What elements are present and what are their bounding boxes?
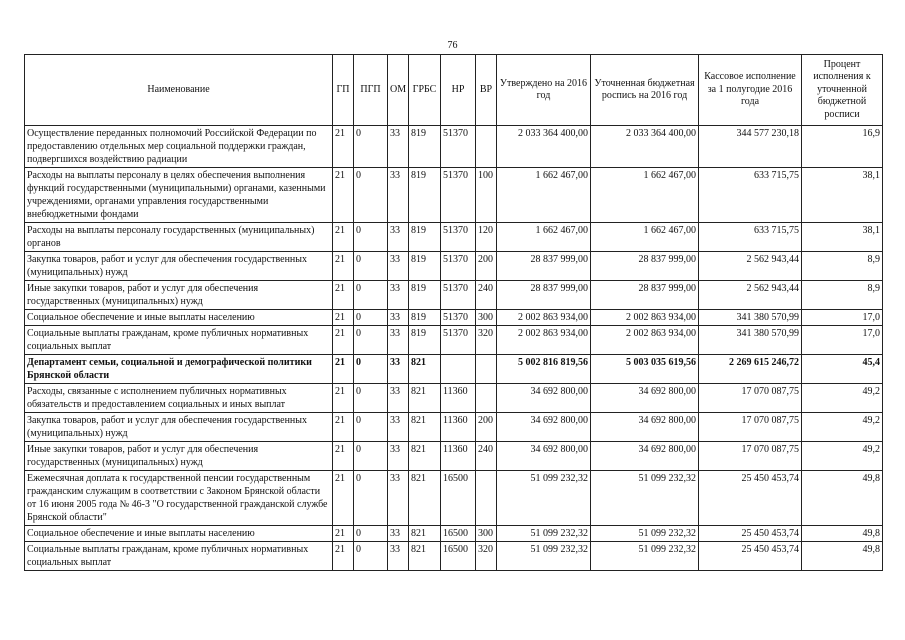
cell-name: Закупка товаров, работ и услуг для обеспечения государственных (муниципальных) нужд: [25, 413, 333, 442]
cell-name: Иные закупки товаров, работ и услуг для обеспечения государственных (муниципальных) нужд: [25, 442, 333, 471]
cell-pgp: 0: [354, 442, 388, 471]
header-vr: ВР: [476, 55, 497, 126]
cell-np: 51370: [441, 281, 476, 310]
cell-pgp: 0: [354, 126, 388, 168]
cell-refined: 34 692 800,00: [591, 413, 699, 442]
cell-om: 33: [388, 310, 409, 326]
table-row: [25, 223, 883, 252]
cell-name: Социальное обеспечение и иные выплаты населению: [25, 526, 333, 542]
cell-approved: 5 002 816 819,56: [497, 355, 591, 384]
cell-om: 33: [388, 442, 409, 471]
cell-approved: 1 662 467,00: [497, 223, 591, 252]
header-gp: ГП: [333, 55, 354, 126]
cell-cash: 25 450 453,74: [699, 526, 802, 542]
cell-approved: 34 692 800,00: [497, 442, 591, 471]
header-om: ОМ: [388, 55, 409, 126]
cell-pgp: 0: [354, 542, 388, 571]
cell-pgp: 0: [354, 252, 388, 281]
cell-gp: 21: [333, 281, 354, 310]
cell-approved: 51 099 232,32: [497, 471, 591, 526]
cell-vr: 320: [476, 542, 497, 571]
cell-gp: 21: [333, 413, 354, 442]
cell-gp: 21: [333, 223, 354, 252]
cell-grbs: 819: [409, 326, 441, 355]
cell-cash: 2 562 943,44: [699, 252, 802, 281]
cell-np: 16500: [441, 542, 476, 571]
cell-name: Расходы на выплаты персоналу в целях обеспечения выполнения функций государственными (муниципальными) органами, казенными учреждениями, органами управления государственными внебюджетными фондами: [25, 168, 333, 223]
cell-np: 11360: [441, 384, 476, 413]
cell-pgp: 0: [354, 471, 388, 526]
cell-om: 33: [388, 542, 409, 571]
cell-cash: 25 450 453,74: [699, 542, 802, 571]
cell-cash: 17 070 087,75: [699, 413, 802, 442]
cell-name: Социальные выплаты гражданам, кроме публичных нормативных социальных выплат: [25, 542, 333, 571]
cell-grbs: 821: [409, 442, 441, 471]
cell-np: 11360: [441, 442, 476, 471]
cell-om: 33: [388, 413, 409, 442]
budget-execution-table: [24, 54, 883, 571]
cell-refined: 51 099 232,32: [591, 542, 699, 571]
cell-refined: 51 099 232,32: [591, 526, 699, 542]
cell-percent: 38,1: [802, 168, 883, 223]
header-grbs: ГРБС: [409, 55, 441, 126]
cell-np: 51370: [441, 252, 476, 281]
table-row: [25, 384, 883, 413]
cell-np: 51370: [441, 310, 476, 326]
cell-refined: 1 662 467,00: [591, 223, 699, 252]
cell-om: 33: [388, 326, 409, 355]
cell-refined: 34 692 800,00: [591, 442, 699, 471]
header-pgp: ПГП: [354, 55, 388, 126]
table-row: [25, 542, 883, 571]
page-number: 76: [447, 40, 458, 51]
cell-np: 51370: [441, 168, 476, 223]
cell-approved: 51 099 232,32: [497, 542, 591, 571]
cell-vr: [476, 355, 497, 384]
cell-vr: 300: [476, 526, 497, 542]
cell-gp: 21: [333, 326, 354, 355]
table-row: [25, 442, 883, 471]
cell-percent: 17,0: [802, 326, 883, 355]
cell-cash: 633 715,75: [699, 223, 802, 252]
cell-grbs: 819: [409, 126, 441, 168]
table-row: [25, 310, 883, 326]
cell-vr: 120: [476, 223, 497, 252]
cell-cash: 344 577 230,18: [699, 126, 802, 168]
cell-grbs: 819: [409, 310, 441, 326]
header-name: Наименование: [25, 55, 333, 126]
cell-gp: 21: [333, 252, 354, 281]
cell-percent: 45,4: [802, 355, 883, 384]
cell-name: Иные закупки товаров, работ и услуг для обеспечения государственных (муниципальных) нужд: [25, 281, 333, 310]
cell-om: 33: [388, 126, 409, 168]
cell-vr: 320: [476, 326, 497, 355]
cell-vr: 300: [476, 310, 497, 326]
cell-percent: 49,2: [802, 413, 883, 442]
cell-refined: 28 837 999,00: [591, 281, 699, 310]
cell-name: Закупка товаров, работ и услуг для обеспечения государственных (муниципальных) нужд: [25, 252, 333, 281]
cell-gp: 21: [333, 526, 354, 542]
cell-cash: 25 450 453,74: [699, 471, 802, 526]
cell-vr: 100: [476, 168, 497, 223]
cell-vr: [476, 384, 497, 413]
cell-om: 33: [388, 281, 409, 310]
table-row: [25, 126, 883, 168]
cell-percent: 49,2: [802, 384, 883, 413]
cell-om: 33: [388, 384, 409, 413]
cell-np: 16500: [441, 471, 476, 526]
cell-grbs: 819: [409, 252, 441, 281]
cell-refined: 1 662 467,00: [591, 168, 699, 223]
cell-refined: 34 692 800,00: [591, 384, 699, 413]
cell-cash: 2 269 615 246,72: [699, 355, 802, 384]
cell-gp: 21: [333, 126, 354, 168]
cell-cash: 17 070 087,75: [699, 384, 802, 413]
cell-np: [441, 355, 476, 384]
table-row: [25, 168, 883, 223]
cell-approved: 2 002 863 934,00: [497, 326, 591, 355]
cell-np: 11360: [441, 413, 476, 442]
cell-refined: 5 003 035 619,56: [591, 355, 699, 384]
cell-grbs: 819: [409, 168, 441, 223]
cell-np: 51370: [441, 326, 476, 355]
cell-np: 51370: [441, 223, 476, 252]
cell-vr: 240: [476, 281, 497, 310]
cell-pgp: 0: [354, 384, 388, 413]
cell-name: Расходы на выплаты персоналу государственных (муниципальных) органов: [25, 223, 333, 252]
cell-vr: [476, 471, 497, 526]
header-cash: Кассовое исполнение за 1 полугодие 2016 года: [699, 55, 802, 126]
cell-np: 51370: [441, 126, 476, 168]
cell-approved: 51 099 232,32: [497, 526, 591, 542]
cell-gp: 21: [333, 542, 354, 571]
table-row: [25, 413, 883, 442]
cell-refined: 28 837 999,00: [591, 252, 699, 281]
cell-om: 33: [388, 168, 409, 223]
cell-gp: 21: [333, 168, 354, 223]
cell-grbs: 819: [409, 223, 441, 252]
cell-pgp: 0: [354, 168, 388, 223]
cell-vr: 200: [476, 413, 497, 442]
cell-gp: 21: [333, 471, 354, 526]
table-row: [25, 471, 883, 526]
cell-refined: 2 002 863 934,00: [591, 326, 699, 355]
header-np: НР: [441, 55, 476, 126]
cell-om: 33: [388, 252, 409, 281]
cell-cash: 633 715,75: [699, 168, 802, 223]
cell-percent: 8,9: [802, 281, 883, 310]
cell-pgp: 0: [354, 281, 388, 310]
cell-percent: 49,8: [802, 471, 883, 526]
cell-name: Департамент семьи, социальной и демографической политики Брянской области: [25, 355, 333, 384]
cell-pgp: 0: [354, 326, 388, 355]
cell-name: Расходы, связанные с исполнением публичных нормативных обязательств и предоставлением социальных и иных выплат: [25, 384, 333, 413]
cell-percent: 16,9: [802, 126, 883, 168]
header-percent: Процент исполнения к уточненной бюджетной росписи: [802, 55, 883, 126]
cell-percent: 17,0: [802, 310, 883, 326]
cell-refined: 2 033 364 400,00: [591, 126, 699, 168]
cell-pgp: 0: [354, 413, 388, 442]
header-refined: Уточненная бюджетная роспись на 2016 год: [591, 55, 699, 126]
cell-gp: 21: [333, 384, 354, 413]
cell-grbs: 821: [409, 471, 441, 526]
cell-grbs: 821: [409, 384, 441, 413]
table-row: [25, 526, 883, 542]
cell-gp: 21: [333, 442, 354, 471]
cell-grbs: 819: [409, 281, 441, 310]
cell-cash: 341 380 570,99: [699, 326, 802, 355]
cell-vr: [476, 126, 497, 168]
header-approved: Утверждено на 2016 год: [497, 55, 591, 126]
cell-approved: 28 837 999,00: [497, 281, 591, 310]
cell-name: Осуществление переданных полномочий Российской Федерации по предоставлению отдельных мер социальной поддержки граждан, подвергшихся воздействию радиации: [25, 126, 333, 168]
table-header-row: [25, 55, 883, 126]
cell-grbs: 821: [409, 542, 441, 571]
cell-approved: 1 662 467,00: [497, 168, 591, 223]
cell-name: Ежемесячная доплата к государственной пенсии государственным гражданским служащим в соответствии с Законом Брянской области от 16 июня 2005 года № 46-З "О государственной гражданской службе Брянской области": [25, 471, 333, 526]
cell-pgp: 0: [354, 355, 388, 384]
cell-grbs: 821: [409, 355, 441, 384]
cell-vr: 200: [476, 252, 497, 281]
cell-om: 33: [388, 223, 409, 252]
cell-grbs: 821: [409, 526, 441, 542]
cell-approved: 2 002 863 934,00: [497, 310, 591, 326]
cell-approved: 2 033 364 400,00: [497, 126, 591, 168]
table-row: [25, 252, 883, 281]
cell-cash: 2 562 943,44: [699, 281, 802, 310]
cell-gp: 21: [333, 355, 354, 384]
cell-approved: 28 837 999,00: [497, 252, 591, 281]
cell-om: 33: [388, 471, 409, 526]
cell-percent: 38,1: [802, 223, 883, 252]
table-body: [25, 126, 883, 571]
cell-cash: 17 070 087,75: [699, 442, 802, 471]
cell-name: Социальное обеспечение и иные выплаты населению: [25, 310, 333, 326]
cell-name: Социальные выплаты гражданам, кроме публичных нормативных социальных выплат: [25, 326, 333, 355]
table-row: [25, 326, 883, 355]
cell-vr: 240: [476, 442, 497, 471]
cell-percent: 49,2: [802, 442, 883, 471]
cell-cash: 341 380 570,99: [699, 310, 802, 326]
cell-np: 16500: [441, 526, 476, 542]
cell-gp: 21: [333, 310, 354, 326]
cell-pgp: 0: [354, 526, 388, 542]
cell-percent: 49,8: [802, 526, 883, 542]
cell-approved: 34 692 800,00: [497, 413, 591, 442]
cell-approved: 34 692 800,00: [497, 384, 591, 413]
cell-percent: 49,8: [802, 542, 883, 571]
table-row: [25, 281, 883, 310]
cell-pgp: 0: [354, 310, 388, 326]
cell-refined: 2 002 863 934,00: [591, 310, 699, 326]
cell-refined: 51 099 232,32: [591, 471, 699, 526]
cell-om: 33: [388, 526, 409, 542]
cell-grbs: 821: [409, 413, 441, 442]
table-row: [25, 355, 883, 384]
cell-pgp: 0: [354, 223, 388, 252]
cell-percent: 8,9: [802, 252, 883, 281]
cell-om: 33: [388, 355, 409, 384]
